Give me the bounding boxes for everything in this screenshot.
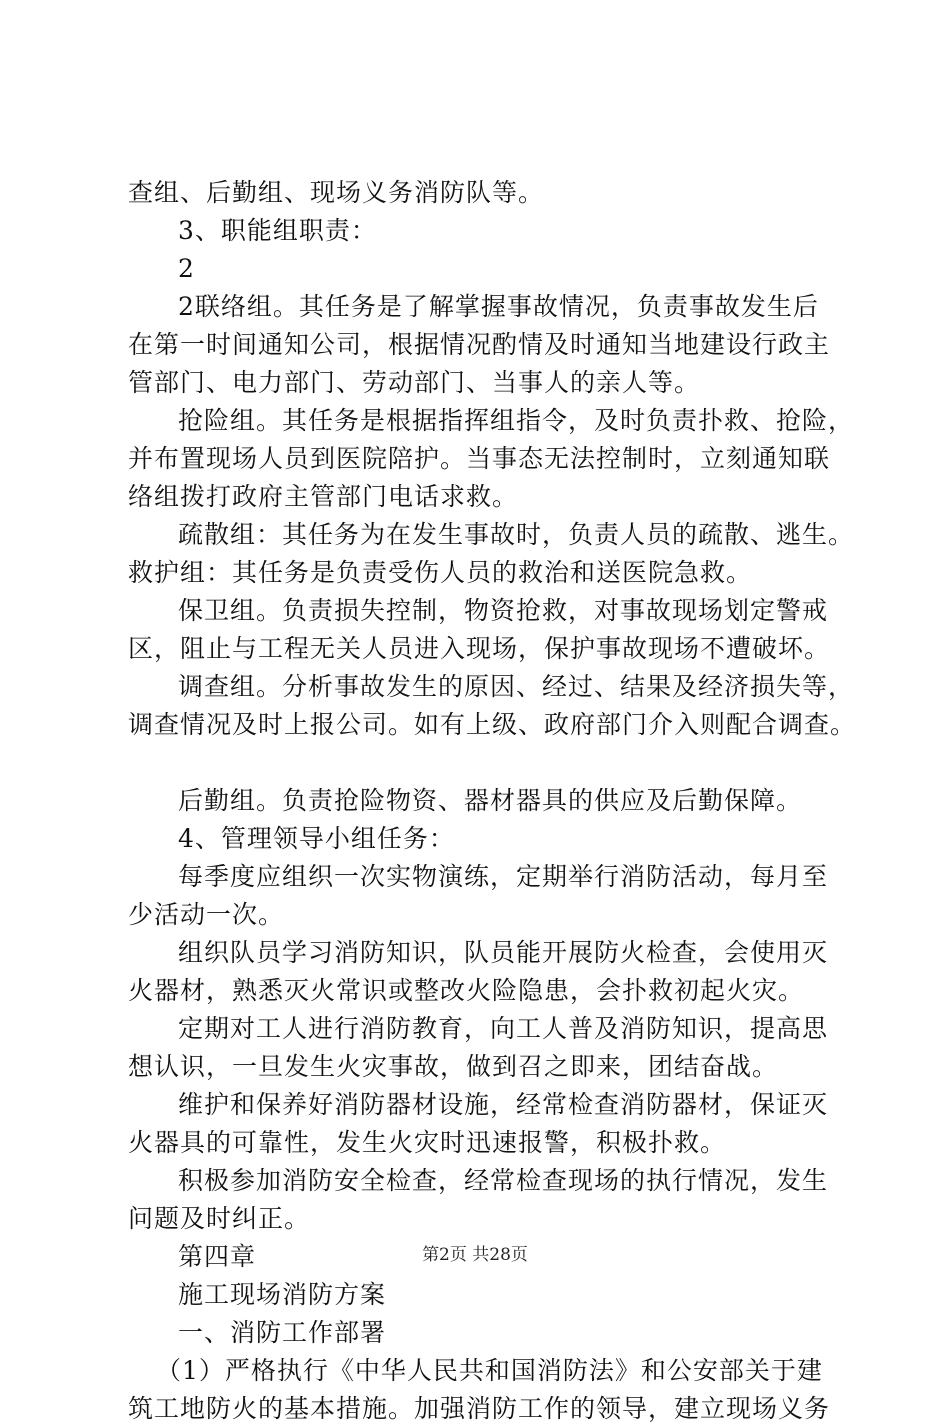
paragraph-start: （1）严格执行《中华人民共和国消防法》和公安部关于建 [156, 1356, 823, 1385]
paragraph-start: 维护和保养好消防器材设施，经常检查消防器材，保证灭 [178, 1090, 829, 1119]
text-line: 问题及时纠正。 [128, 1204, 311, 1233]
paragraph-start: 后勤组。负责抢险物资、器材器具的供应及后勤保障。 [178, 786, 803, 815]
section-heading: 3、职能组职责： [178, 216, 377, 245]
text-line: 2 [178, 254, 195, 283]
paragraph-start: 定期对工人进行消防教育，向工人普及消防知识，提高思 [178, 1014, 829, 1043]
paragraph-start: 保卫组。负责损失控制，物资抢救，对事故现场划定警戒 [178, 596, 829, 625]
text-line: 想认识，一旦发生火灾事故，做到召之即来，团结奋战。 [128, 1052, 779, 1081]
paragraph-start: 积极参加消防安全检查，经常检查现场的执行情况，发生 [178, 1166, 829, 1195]
paragraph-start: 调查组。分析事故发生的原因、经过、结果及经济损失等， [178, 672, 855, 701]
text-line: 火器具的可靠性，发生火灾时迅速报警，积极扑救。 [128, 1128, 727, 1157]
text-line: 区，阻止与工程无关人员进入现场，保护事故现场不遭破坏。 [128, 634, 831, 663]
text-line: 管部门、电力部门、劳动部门、当事人的亲人等。 [128, 368, 701, 397]
chapter-title: 施工现场消防方案 [178, 1280, 387, 1309]
text-line: 络组拨打政府主管部门电话求救。 [128, 482, 519, 511]
chapter-heading: 第四章 [178, 1242, 257, 1271]
text-line: 筑工地防火的基本措施。加强消防工作的领导，建立现场义务 [128, 1394, 831, 1423]
section-heading: 一、消防工作部署 [178, 1318, 387, 1347]
paragraph-start: 疏散组：其任务为在发生事故时，负责人员的疏散、逃生。 [178, 520, 855, 549]
text-line: 在第一时间通知公司，根据情况酌情及时通知当地建设行政主 [128, 330, 831, 359]
blank-line [128, 744, 850, 782]
text-line: 调查情况及时上报公司。如有上级、政府部门介入则配合调查。 [128, 710, 857, 739]
text-line: 火器材，熟悉灭火常识或整改火险隐患，会扑救初起火灾。 [128, 976, 805, 1005]
paragraph-start: 组织队员学习消防知识，队员能开展防火检查，会使用灭 [178, 938, 829, 967]
text-line: 救护组：其任务是负责受伤人员的救治和送医院急救。 [128, 558, 753, 587]
section-heading: 4、管理领导小组任务： [178, 824, 455, 853]
text-line: 少活动一次。 [128, 900, 285, 929]
page-footer: 第2页 共28页 [422, 1245, 528, 1265]
paragraph-start: 2联络组。其任务是了解掌握事故情况，负责事故发生后 [178, 292, 819, 321]
text-line: 查组、后勤组、现场义务消防队等。 [128, 178, 545, 207]
text-line: 并布置现场人员到医院陪护。当事态无法控制时，立刻通知联 [128, 444, 831, 473]
paragraph-start: 每季度应组织一次实物演练，定期举行消防活动，每月至 [178, 862, 829, 891]
paragraph-start: 抢险组。其任务是根据指挥组指令，及时负责扑救、抢险， [178, 406, 855, 435]
